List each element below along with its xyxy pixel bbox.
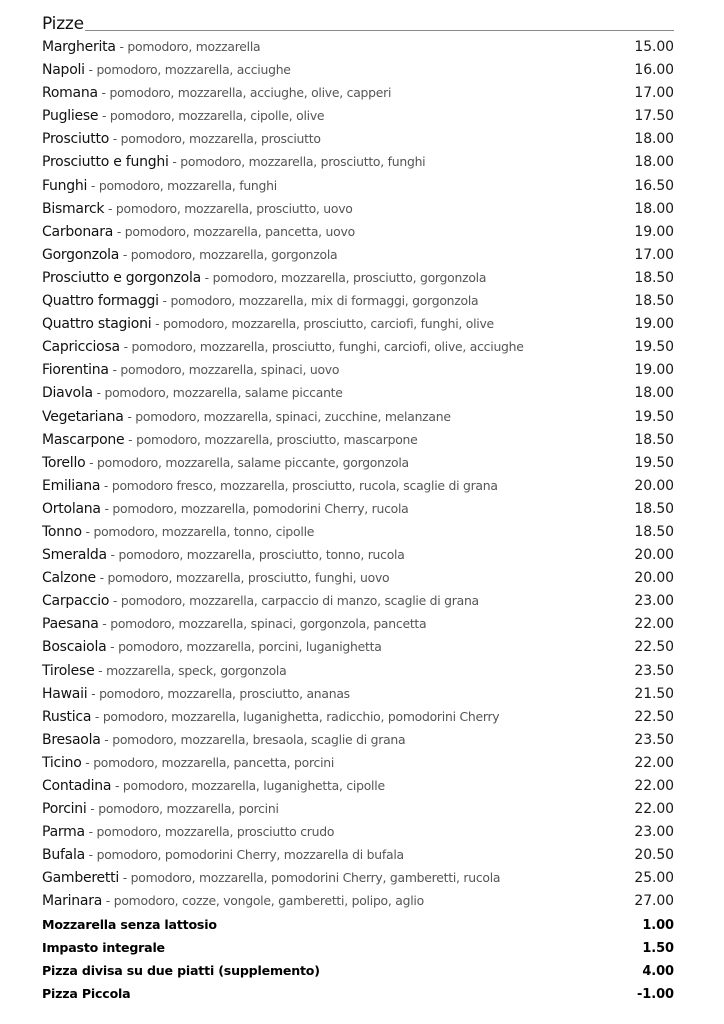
pizza-price: 18.50: [634, 431, 674, 448]
pizza-ingredients: pomodoro, mozzarella, pancetta, uovo: [124, 223, 355, 239]
menu-item-text: [42, 80, 391, 105]
section-divider: [85, 30, 674, 31]
menu-item-text: [42, 149, 425, 174]
pizza-ingredients: pomodoro, mozzarella, funghi: [98, 177, 277, 193]
menu-item: [42, 865, 674, 888]
pizza-ingredients: pomodoro, mozzarella, prosciutto, funghi, carciofi, olive, acciughe: [131, 339, 524, 355]
separator-dash: -: [114, 778, 120, 793]
pizza-price: 19.50: [634, 408, 674, 425]
separator-dash: -: [91, 685, 96, 701]
separator: [96, 570, 108, 585]
separator-dash: -: [85, 523, 90, 539]
pizza-name: Tirolese: [42, 662, 95, 679]
separator-dash: -: [88, 824, 93, 840]
menu-item: [42, 842, 674, 865]
menu-item: [42, 57, 674, 80]
pizza-name: Contadina: [42, 778, 112, 794]
menu-item-text: [42, 173, 277, 198]
menu-item-text: [42, 311, 494, 336]
separator: [98, 108, 110, 123]
pizza-list: [42, 34, 674, 912]
pizza-price: 17.50: [634, 108, 674, 125]
separator-dash: -: [88, 62, 93, 78]
menu-item-text: [42, 473, 498, 498]
extra-item: [42, 981, 674, 1004]
pizza-name: Bufala: [42, 847, 85, 864]
pizza-price: 22.50: [634, 639, 674, 656]
pizza-name: Capricciosa: [42, 339, 120, 356]
pizza-ingredients: pomodoro, mozzarella, prosciutto: [120, 131, 321, 147]
separator: [100, 478, 112, 493]
pizza-price: 22.00: [634, 801, 674, 818]
separator: [85, 824, 97, 839]
separator: [91, 709, 103, 724]
pizza-name: Tonno: [42, 523, 82, 540]
separator-dash: -: [90, 801, 95, 817]
pizza-price: 18.00: [634, 131, 674, 148]
pizza-name: Gamberetti: [42, 870, 119, 887]
pizza-ingredients: pomodoro, mozzarella: [127, 39, 261, 54]
separator-dash: -: [162, 293, 167, 309]
pizza-name: Carbonara: [42, 223, 114, 240]
pizza-price: 23.00: [634, 593, 674, 610]
menu-item-text: [42, 658, 286, 683]
menu-item-text: [42, 380, 343, 405]
pizza-price: 20.00: [634, 570, 674, 587]
pizza-price: 22.00: [634, 616, 674, 633]
pizza-price: 19.00: [634, 316, 674, 333]
menu-item-text: [42, 427, 418, 452]
separator-dash: -: [112, 131, 117, 147]
pizza-name: Fiorentina: [42, 362, 109, 379]
separator-dash: -: [119, 39, 124, 54]
separator-dash: -: [155, 316, 160, 332]
pizza-name: Parma: [42, 824, 85, 841]
pizza-price: 18.50: [634, 293, 674, 310]
separator: [124, 409, 136, 424]
pizza-ingredients: pomodoro, mozzarella, tonno, cipolle: [93, 523, 315, 539]
separator-dash: -: [204, 269, 209, 285]
extra-name: Mozzarella senza lattosio: [42, 916, 217, 932]
extra-price: 1.50: [642, 940, 674, 956]
pizza-name: Marinara: [42, 893, 103, 910]
separator: [109, 362, 121, 377]
pizza-ingredients: pomodoro, mozzarella, salame piccante, gorgonzola: [97, 454, 409, 470]
separator-dash: -: [88, 847, 93, 863]
pizza-name: Margherita: [42, 39, 116, 55]
pizza-price: 17.00: [634, 85, 674, 102]
pizza-ingredients: pomodoro, mozzarella, gorgonzola: [130, 246, 338, 262]
extra-item-text: [42, 958, 320, 982]
pizza-ingredients: pomodoro, mozzarella, prosciutto, uovo: [115, 200, 353, 216]
menu-item: [42, 750, 674, 773]
pizza-ingredients: pomodoro fresco, mozzarella, prosciutto, rucola, scaglie di grana: [111, 477, 498, 493]
menu-item: [42, 219, 674, 242]
separator: [201, 270, 213, 285]
pizza-price: 20.00: [634, 547, 674, 564]
pizza-price: 15.00: [634, 39, 674, 55]
separator: [87, 178, 99, 193]
separator: [106, 639, 118, 654]
pizza-name: Bresaola: [42, 731, 101, 748]
separator-dash: -: [110, 547, 115, 563]
menu-item-text: [42, 357, 339, 382]
menu-item-text: [42, 542, 405, 567]
separator: [82, 524, 94, 539]
pizza-price: 18.00: [634, 200, 674, 217]
separator-dash: -: [110, 639, 115, 655]
menu-item: [42, 149, 674, 172]
menu-item: [42, 173, 674, 196]
menu-item-text: [42, 242, 337, 267]
menu-item: [42, 126, 674, 149]
separator-dash: -: [98, 662, 103, 678]
pizza-price: 25.00: [634, 870, 674, 887]
separator-dash: -: [85, 754, 90, 770]
menu-item: [42, 658, 674, 681]
menu-item-text: [42, 634, 382, 659]
menu-item: [42, 311, 674, 334]
menu-item-text: [42, 865, 500, 890]
separator-dash: -: [103, 477, 109, 493]
pizza-price: 21.50: [634, 685, 674, 702]
separator: [94, 663, 106, 678]
separator: [113, 224, 125, 239]
extra-price: -1.00: [637, 986, 674, 1002]
menu-item: [42, 288, 674, 311]
pizza-ingredients: pomodoro, mozzarella, prosciutto, funghi, uovo: [107, 570, 390, 586]
menu-item: [42, 704, 674, 727]
separator: [85, 62, 97, 77]
menu-item: [42, 681, 674, 704]
menu-item-text: [42, 842, 404, 867]
menu-item: [42, 796, 674, 819]
pizza-ingredients: pomodoro, mozzarella, spinaci, zucchine, melanzane: [135, 408, 451, 424]
menu-item: [42, 265, 674, 288]
extra-name: Pizza Piccola: [42, 985, 131, 1001]
separator: [101, 732, 113, 747]
pizza-name: Funghi: [42, 177, 88, 194]
pizza-name: Diavola: [42, 385, 93, 402]
menu-item: [42, 404, 674, 427]
menu-item-text: [42, 57, 291, 82]
separator: [116, 39, 128, 54]
separator: [93, 385, 105, 400]
menu-item: [42, 242, 674, 265]
pizza-name: Boscaiola: [42, 639, 107, 656]
separator: [85, 847, 97, 862]
separator: [109, 593, 121, 608]
separator-dash: -: [128, 431, 133, 447]
menu-item: [42, 519, 674, 542]
pizza-price: 16.00: [634, 62, 674, 79]
menu-item: [42, 80, 674, 103]
menu-item: [42, 819, 674, 842]
menu-item-text: [42, 611, 426, 636]
separator-dash: -: [127, 408, 132, 424]
pizza-price: 18.00: [634, 154, 674, 171]
separator-dash: -: [90, 177, 96, 193]
separator: [82, 755, 94, 770]
separator: [107, 547, 119, 562]
menu-item: [42, 473, 674, 496]
extra-name: Pizza divisa su due piatti (supplemento): [42, 962, 320, 978]
separator: [111, 778, 123, 793]
separator-dash: -: [123, 339, 128, 355]
separator-dash: -: [104, 731, 109, 747]
menu-item: [42, 565, 674, 588]
separator: [151, 316, 163, 331]
pizza-name: Porcini: [42, 801, 87, 818]
menu-item: [42, 427, 674, 450]
menu-item: [42, 727, 674, 750]
pizza-ingredients: pomodoro, mozzarella, pomodorini Cherry, gamberetti, rucola: [130, 870, 501, 886]
separator-dash: -: [112, 593, 118, 609]
pizza-price: 18.50: [634, 523, 674, 540]
menu-item-text: [42, 450, 409, 475]
menu-item: [42, 357, 674, 380]
extra-item-text: [42, 935, 165, 959]
separator-dash: -: [107, 200, 113, 216]
pizza-name: Torello: [42, 454, 86, 471]
separator: [98, 85, 110, 100]
menu-item-text: [42, 519, 314, 544]
pizza-name: Mascarpone: [42, 431, 125, 448]
pizza-name: Quattro formaggi: [42, 293, 159, 310]
pizza-ingredients: pomodoro, mozzarella, spinaci, uovo: [120, 362, 340, 378]
pizza-ingredients: mozzarella, speck, gorgonzola: [106, 662, 287, 678]
pizza-price: 18.50: [634, 500, 674, 517]
separator: [99, 616, 111, 631]
pizza-ingredients: pomodoro, mozzarella, porcini: [98, 801, 279, 817]
pizza-price: 17.00: [634, 246, 674, 263]
pizza-ingredients: pomodoro, mozzarella, porcini, luganighetta: [118, 639, 382, 655]
separator-dash: -: [116, 223, 122, 239]
pizza-price: 19.00: [634, 223, 674, 240]
menu-item-text: [42, 681, 350, 706]
menu-item-text: [42, 103, 324, 128]
separator: [109, 131, 121, 146]
menu-item-text: [42, 888, 424, 913]
pizza-name: Hawaii: [42, 685, 88, 702]
pizza-price: 23.00: [634, 824, 674, 841]
separator: [169, 154, 181, 169]
extras-list: [42, 912, 674, 1004]
separator-dash: -: [96, 385, 101, 401]
pizza-price: 20.00: [634, 477, 674, 494]
extra-item: [42, 912, 674, 935]
menu-item: [42, 542, 674, 565]
separator: [87, 801, 99, 816]
separator-dash: -: [122, 870, 127, 886]
separator: [87, 686, 99, 701]
pizza-ingredients: pomodoro, mozzarella, pomodorini Cherry, rucola: [112, 500, 409, 516]
separator-dash: -: [112, 362, 117, 378]
menu-item: [42, 334, 674, 357]
pizza-price: 27.00: [634, 893, 674, 910]
pizza-ingredients: pomodoro, mozzarella, prosciutto, ananas: [99, 685, 350, 701]
pizza-ingredients: pomodoro, mozzarella, spinaci, gorgonzola, pancetta: [110, 616, 427, 632]
pizza-price: 19.50: [634, 454, 674, 471]
pizza-ingredients: pomodoro, mozzarella, prosciutto, mascarpone: [136, 431, 418, 447]
menu-item-text: [42, 750, 334, 775]
pizza-price: 22.00: [634, 778, 674, 794]
menu-item-text: [42, 34, 260, 59]
separator-dash: -: [104, 500, 109, 516]
pizza-name: Prosciutto e gorgonzola: [42, 269, 201, 286]
menu-item: [42, 611, 674, 634]
pizza-ingredients: pomodoro, mozzarella, acciughe, olive, capperi: [109, 85, 392, 101]
pizza-price: 19.50: [634, 339, 674, 356]
pizza-name: Romana: [42, 85, 98, 102]
menu-item-text: [42, 727, 405, 752]
menu-item-text: [42, 288, 478, 313]
menu-item-text: [42, 219, 355, 244]
pizza-price: 22.50: [634, 708, 674, 725]
pizza-name: Napoli: [42, 62, 85, 79]
pizza-price: 19.00: [634, 362, 674, 379]
pizza-name: Prosciutto e funghi: [42, 154, 169, 171]
pizza-name: Calzone: [42, 570, 96, 587]
pizza-price: 22.00: [634, 754, 674, 771]
separator: [102, 893, 114, 908]
pizza-name: Ortolana: [42, 500, 101, 517]
pizza-name: Prosciutto: [42, 131, 110, 148]
menu-item: [42, 496, 674, 519]
pizza-ingredients: pomodoro, pomodorini Cherry, mozzarella di bufala: [96, 847, 404, 863]
separator-dash: -: [101, 85, 106, 101]
pizza-name: Pugliese: [42, 108, 99, 125]
pizza-price: 18.00: [634, 385, 674, 402]
menu-item-text: [42, 704, 499, 729]
pizza-ingredients: pomodoro, mozzarella, prosciutto, gorgonzola: [212, 269, 487, 285]
pizza-ingredients: pomodoro, mozzarella, bresaola, scaglie di grana: [112, 731, 406, 747]
menu-item: [42, 773, 674, 796]
separator-dash: -: [172, 154, 177, 170]
pizza-ingredients: pomodoro, mozzarella, cipolle, olive: [109, 108, 325, 124]
pizza-ingredients: pomodoro, mozzarella, acciughe: [96, 62, 291, 78]
menu-item: [42, 103, 674, 126]
separator: [120, 339, 132, 354]
pizza-price: 23.50: [634, 731, 674, 748]
separator-dash: -: [89, 454, 94, 470]
extra-price: 4.00: [642, 963, 674, 979]
pizza-ingredients: pomodoro, mozzarella, prosciutto, funghi: [180, 154, 426, 170]
menu-item-text: [42, 126, 321, 151]
pizza-price: 20.50: [634, 847, 674, 864]
menu-item-text: [42, 819, 334, 844]
separator: [101, 501, 113, 516]
separator-dash: -: [99, 570, 104, 586]
extra-item: [42, 958, 674, 981]
menu-item-text: [42, 334, 524, 359]
menu-item-text: [42, 565, 389, 590]
separator-dash: -: [101, 108, 107, 124]
pizza-name: Paesana: [42, 616, 99, 633]
extra-price: 1.00: [642, 917, 674, 933]
menu-item-text: [42, 796, 279, 821]
pizza-ingredients: pomodoro, mozzarella, luganighetta, cipolle: [122, 778, 385, 793]
separator: [119, 870, 131, 885]
pizza-ingredients: pomodoro, mozzarella, prosciutto, carciofi, funghi, olive: [163, 316, 494, 332]
pizza-ingredients: pomodoro, cozze, vongole, gamberetti, polipo, aglio: [113, 893, 424, 909]
separator-dash: -: [105, 893, 111, 909]
menu-item-text: [42, 496, 409, 521]
menu-item: [42, 450, 674, 473]
menu-item-text: [42, 773, 385, 798]
section-header: [42, 10, 674, 34]
pizza-ingredients: pomodoro, mozzarella, luganighetta, radicchio, pomodorini Cherry: [102, 708, 500, 724]
menu-item-text: [42, 588, 479, 613]
menu-item: [42, 588, 674, 611]
pizza-name: Bismarck: [42, 200, 105, 217]
extra-item-text: [42, 981, 130, 1005]
separator-dash: -: [102, 616, 107, 632]
pizza-name: Smeralda: [42, 547, 107, 564]
menu-item-text: [42, 265, 486, 290]
pizza-name: Rustica: [42, 708, 92, 725]
menu-item: [42, 634, 674, 657]
pizza-name: Emiliana: [42, 477, 101, 494]
pizza-ingredients: pomodoro, mozzarella, prosciutto, tonno, rucola: [118, 547, 405, 563]
separator: [124, 432, 136, 447]
extra-item: [42, 935, 674, 958]
extra-name: Impasto integrale: [42, 939, 165, 955]
separator: [159, 293, 171, 308]
pizza-ingredients: pomodoro, mozzarella, carpaccio di manzo, scaglie di grana: [120, 593, 479, 609]
pizza-name: Carpaccio: [42, 593, 110, 610]
pizza-ingredients: pomodoro, mozzarella, prosciutto crudo: [96, 824, 335, 840]
pizza-ingredients: pomodoro, mozzarella, mix di formaggi, gorgonzola: [170, 293, 479, 309]
pizza-name: Ticino: [42, 754, 82, 771]
pizza-price: 16.50: [634, 177, 674, 194]
menu-item: [42, 34, 674, 57]
section-title: Pizze: [42, 14, 84, 34]
pizza-name: Quattro stagioni: [42, 316, 152, 333]
pizza-price: 18.50: [634, 269, 674, 286]
separator-dash: -: [94, 708, 100, 724]
pizza-ingredients: pomodoro, mozzarella, pancetta, porcini: [93, 754, 335, 770]
menu-item: [42, 888, 674, 911]
pizza-name: Vegetariana: [42, 408, 124, 425]
menu-item: [42, 380, 674, 403]
menu-item: [42, 196, 674, 219]
separator: [119, 247, 131, 262]
pizza-menu: [42, 10, 674, 1004]
extra-item-text: [42, 912, 217, 936]
separator: [85, 455, 97, 470]
pizza-price: 23.50: [634, 662, 674, 679]
pizza-name: Gorgonzola: [42, 246, 120, 263]
separator-dash: -: [122, 246, 128, 262]
menu-item-text: [42, 196, 353, 221]
separator: [104, 201, 116, 216]
menu-item-text: [42, 404, 451, 429]
pizza-ingredients: pomodoro, mozzarella, salame piccante: [104, 385, 343, 401]
